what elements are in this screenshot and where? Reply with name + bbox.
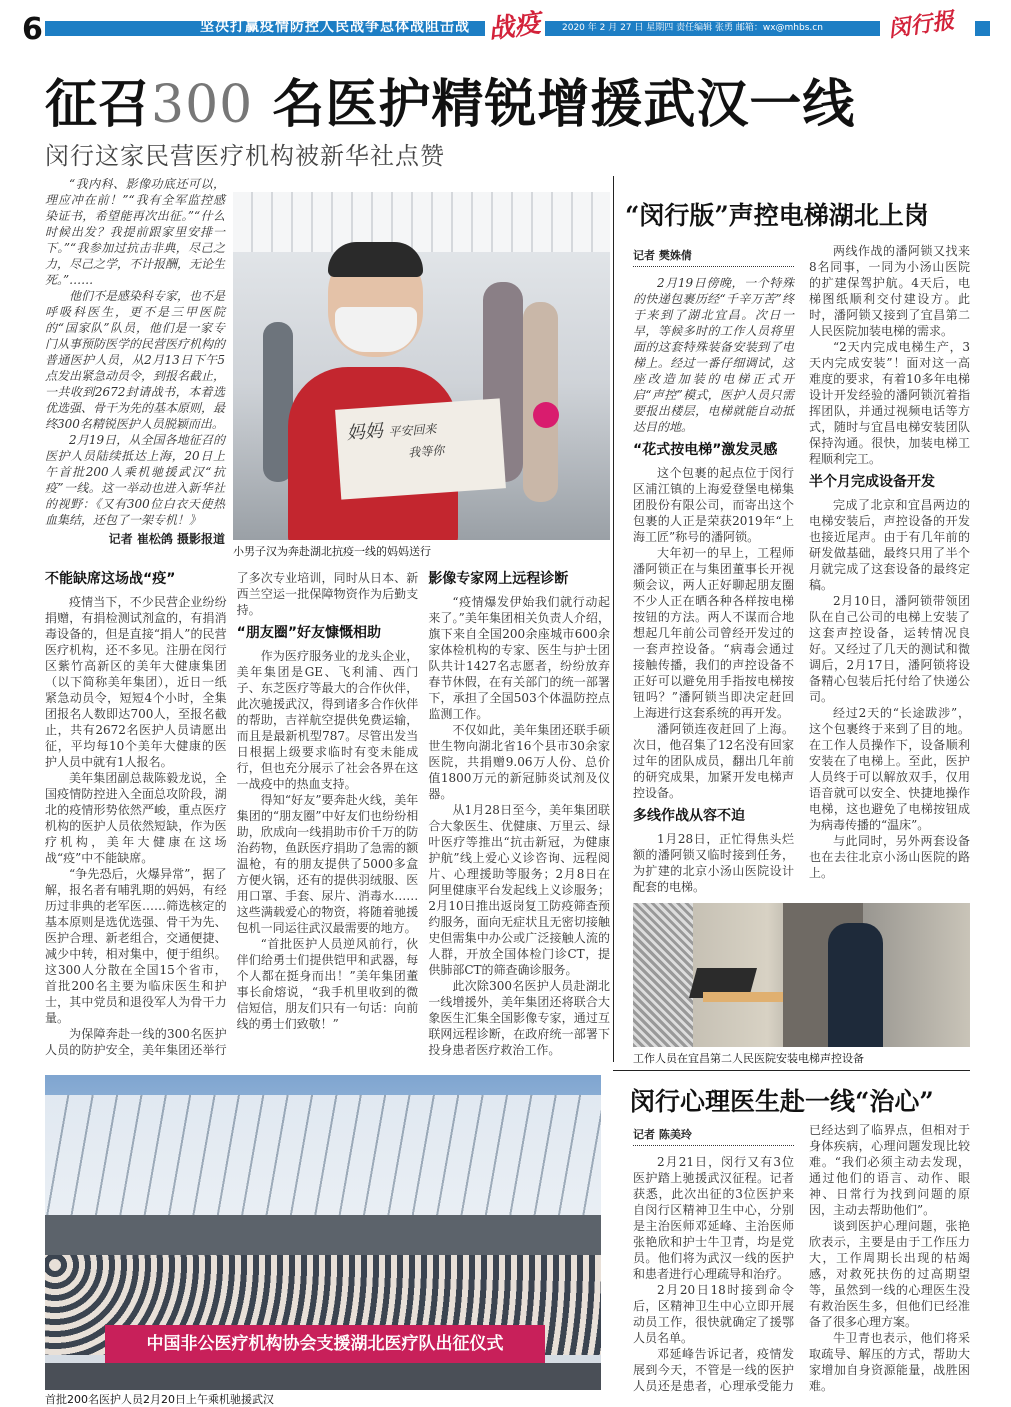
paragraph: “疫情爆发伊始我们就行动起来了。”美年集团相关负责人介绍，旗下来自全国200余座城市600余家体检机构的专家、医生与护士团队共计1427名志愿者，纷纷放弃春节休假，在有关部门的统一部署下，承担了全国503个体温防控点监测工作。 — [428, 595, 610, 721]
header-slogan: 坚决打赢疫情防控人民战争总体战阻击战 — [200, 19, 470, 35]
section-logo: 战疫 — [486, 8, 543, 46]
page-subtitle: 闵行这家民营医疗机构被新华社点赞 — [45, 142, 445, 170]
photo2-caption: 首批200名医护人员2月20日上午乘机驰援武汉 — [45, 1393, 274, 1406]
photo-banner: 中国非公医疗机构协会支援湖北医疗队出征仪式 — [105, 1325, 545, 1363]
paragraph: 2月21日，闵行又有3位医护踏上驰援武汉征程。记者获悉，此次出征的3位医护来自闵行区精神卫生中心，分别是主治医师邓延峰、主治医师张艳欣和护士牛卫青，均是党员。他们将为武汉一线的医护和患者进行心理疏导和治疗。 — [633, 1155, 794, 1281]
elevator-article — [633, 243, 970, 1066]
photo-boy-farewell — [233, 192, 610, 540]
paragraph: 1月28日，正忙得焦头烂额的潘阿锁又临时接到任务，为扩建的北京小汤山医院设计配套的电梯。 — [633, 832, 794, 894]
psych-article-title: 闵行心理医生赴一线“治心” — [630, 1087, 934, 1116]
paragraph: 得知“好友”要奔赴火线，美年集团的“朋友圈”中好友们也纷纷相助，欣成向一线捐助市价千万的防治药物，鱼跃医疗捐助了急需的额温枪，有的朋友提供了5000多盒方便火锅，还有的提供羽绒服、医用口罩、手套、尿片、消毒水……这些满载爱心的物资，将随着驰援包机一同运往武汉最需要的地方。 — [236, 793, 419, 935]
elevator-article-body — [633, 243, 970, 895]
paragraph: 从1月28日至今，美年集团联合大象医生、优健康、万里云、绿叶医疗等推出“抗击新冠，为健康护航”线上爱心义诊咨询、远程阅片、心理援助等服务；2月8日在阿里健康平台发起线上义诊服务；2月10日推出返岗复工防疫筛查预约服务，面向无症状且无密切接触史但需集中办公或广泛接触人流的人群，开放全国体检门诊CT，提供肺部CT的筛查确诊服务。 — [428, 803, 610, 977]
section-heading: 不能缺席这场战“疫” — [45, 571, 176, 587]
byline: 记者 陈美玲 — [633, 1126, 794, 1146]
section-heading: “朋友圈”好友慷慨相助 — [236, 625, 382, 641]
byline: 记者 崔松鸽 摄影报道 — [108, 532, 225, 546]
paragraph: 作为医疗服务业的龙头企业，美年集团是GE、飞利浦、西门子、东芝医疗等最大的合作伙伴，此次驰援武汉，得到诸多合作伙伴的帮助，吉祥航空提供免费运输，而且是最新机型787。尽管出发当日根据上级要求临时有变未能成行，但也充分展示了社会各界在这一战疫中的热血支持。 — [236, 649, 419, 791]
photo1-caption: 小男子汉为奔赴湖北抗疫一线的妈妈送行 — [233, 545, 431, 558]
paragraph: 邓延峰告诉记者，疫情发展到今天，不管是一线的医护人员还是患者，心理承受能力已经达到了临界点，但相对于身体疾病，心理问题发现比较难。“我们必须主动去发现，通过他们的语言、动作、眼神、日常行为找到问题的原因，主动去帮助他们”。 — [633, 1123, 970, 1393]
paragraph: 完成了北京和宜昌两边的电梯安装后，声控设备的开发也接近尾声。由于有几年前的研发做基础，最终只用了半个月就完成了这套设备的最终定稿。 — [809, 498, 970, 592]
photo-sign: 妈妈 平安回来 我等你 — [335, 398, 506, 499]
photo-group-departure — [45, 1075, 601, 1390]
paragraph: “2天内完成电梯生产，3天内完成安装”！面对这一高难度的要求，有着10多年电梯设计开发经验的潘阿锁沉着指挥团队，并通过视频电话等方式，随时与宜昌电梯安装团队保持沟通。很快，加装电梯工程顺利完工。 — [809, 340, 970, 466]
section-heading: 影像专家网上远程诊断 — [428, 571, 569, 587]
psych-article-body — [633, 1122, 970, 1394]
section-heading: 多线作战从容不迫 — [633, 808, 745, 824]
paragraph: 牛卫青也表示，他们将采取疏导、解压的方式，帮助大家增加自身资源能量，战胜困难。 — [809, 1331, 970, 1393]
paragraph: 这个包裹的起点位于闵行区浦江镇的上海爱登堡电梯集团股份有限公司，而寄出这个包裹的人正是荣获2019年“上海工匠”称号的潘阿锁。 — [633, 466, 794, 544]
intro-paragraph: 2月19日，从全国各地征召的医护人员陆续抵达上海，20日上午首批200人乘机驰援武汉“抗疫”一线。这一举动也进入新华社的视野：《又有300位白衣天使热血集结，还包了一架专机！》 — [45, 433, 225, 527]
paragraph: 两线作战的潘阿锁又找来8名同事，一同为小汤山医院的扩建保驾护航。4天后，电梯图纸顺利交付建设方。此时，潘阿锁又接到了宜昌第二人民医院加装电梯的需求。 — [809, 244, 970, 338]
photo-elevator-install — [633, 903, 970, 1047]
section-heading: “花式按电梯”激发灵感 — [633, 442, 778, 458]
paragraph: 疫情当下，不少民营企业纷纷捐赠，有捐检测试剂盒的，有捐消毒设备的，但是直接“捐人”的民营医疗机构，还不多见。注册在闵行区紫竹高新区的美年大健康集团（以下简称美年集团），近日一纸紧急动员令，短短4个小时，全集团报名人数即达700人，至报名截止，共有2672名医护人员请愿出征，平均每10个美年大健康的医护人员中就有1人报名。 — [45, 595, 227, 769]
elevator-photo-caption: 工作人员在宜昌第二人民医院安装电梯声控设备 — [633, 1052, 864, 1065]
paragraph: 谈到医护心理问题，张艳欣表示，主要是由于工作压力大，工作周期长出现的枯竭感，对救死扶伤的过高期望等，虽然到一线的心理医生没有救治医生多，但他们已经准备了很多心理方案。 — [809, 1219, 970, 1329]
elevator-article-title: “闵行版”声控电梯湖北上岗 — [625, 201, 929, 230]
header-info: 2020 年 2 月 27 日 星期四 责任编辑 张勇 邮箱：wx@mhbs.cn — [562, 23, 823, 33]
paragraph: “争先恐后，火爆异常”，据了解，报名者有哺乳期的妈妈，有经历过非典的老军医……筛选核定的基本原则是选优选强、骨干为先、医护合理、新老组合，交通便捷、减少中转，相对集中，便于组织。这300人分散在全国15个省市，首批200名主要为临床医生和护士，其中党员和退役军人为骨干力量。 — [45, 867, 227, 1025]
page-number: 6 — [22, 12, 43, 47]
header-band-end — [975, 21, 990, 36]
intro-text — [45, 176, 225, 547]
main-article-body — [45, 570, 610, 1058]
paragraph: “首批医护人员逆风前行，伙伴们给勇士们提供铠甲和武器，每个人都在挺身而出！”美年集团董事长俞熔说，“我手机里收到的微信短信，朋友们只有一句话：向前线的勇士们致敬！” — [236, 937, 419, 1031]
column-divider — [613, 176, 614, 1062]
page-title: 征召300 名医护精锐增援武汉一线 — [45, 75, 856, 135]
paragraph: 2月20日18时接到命令后，区精神卫生中心立即开展动员工作，很快就确定了援鄂人员名单。 — [633, 1283, 794, 1345]
article-divider — [613, 1070, 970, 1071]
intro-paragraph: “我内科、影像功底还可以，理应冲在前！”“我有全军监控感染证书，希望能再次出征。”“什么时候出发？我提前跟家里安排一下。”“我参加过抗击非典，尽己之力，尽己之学，不计报酬，无论生死。”…… — [45, 177, 226, 287]
paragraph: 此次除300名医护人员赴湖北一线增援外，美年集团还将联合大象医生汇集全国影像专家，通过互联网远程诊断，在政府统一部署下投身患者医疗救治工作。 — [428, 979, 610, 1057]
paper-logo: 闵行报 — [886, 7, 956, 43]
section-heading: 半个月完成设备开发 — [809, 474, 935, 490]
intro-paragraph: 他们不是感染科专家，也不是呼吸科医生，更不是三甲医院的“国家队”队员，他们是一家专门从事预防医学的民营医疗机构的普通医护人员，从2月13日下午5点发出紧急动员令，到报名截止，一共收到2672封请战书，本着选优选强、骨干为先的基本原则，最终300名精锐医护人员脱颖而出。 — [45, 289, 226, 431]
paragraph: 大年初一的早上，工程师潘阿锁正在与集团董事长开视频会议，两人正好聊起朋友圈不少人正在晒各种各样按电梯按钮的方法。两人不谋而合地想起几年前公司曾经开发过的一套声控设备。“病毒会通过接触传播，我们的声控设备不正好可以避免用手指按电梯按钮吗？”潘阿锁当即决定赶回上海进行这套系统的再开发。 — [633, 546, 794, 720]
byline: 记者 樊姝倩 — [633, 247, 794, 267]
paragraph: 美年集团副总裁陈毅龙说，全国疫情防控进入全面总攻阶段，湖北的疫情形势依然严峻，重点医疗机构的医护人员依然短缺，作为医疗机构，美年大健康在这场战“疫”中不能缺席。 — [45, 771, 227, 865]
paragraph: 为保障奔赴一线的300名医护人员的防护安全，美年集团还举行了多次专业培训，同时从日本、新西兰空运一批保障物资作为后勤支持。 — [45, 571, 419, 1057]
paragraph: 潘阿锁连夜赶回了上海。次日，他召集了12名没有回家过年的团队成员，翻出几年前的研究成果，加紧开发电梯声控设备。 — [633, 722, 794, 800]
lead-paragraph: 2月19日傍晚，一个特殊的快递包裹历经“千辛万苦”终于来到了湖北宜昌。次日一早，等候多时的工作人员将里面的这套特殊装备安装到了电梯上。经过一番仔细调试，这座改造加装的电梯正式开启“声控”模式，医护人员只需要报出楼层，电梯就能自动抵达目的地。 — [633, 276, 794, 434]
paragraph: 经过2天的“长途跋涉”，这个包裹终于来到了目的地。在工作人员操作下，设备顺利安装在了电梯上。至此，医护人员终于可以解放双手，仅用语音就可以安全、快捷地操作电梯，这也避免了电梯按钮成为病毒传播的“温床”。 — [809, 706, 970, 832]
paragraph: 与此同时，另外两套设备也在去往北京小汤山医院的路上。 — [809, 834, 970, 880]
paragraph: 2月10日，潘阿锁带领团队在自己公司的电梯上安装了这套声控设备，运转情况良好。又经过了几天的测试和微调后，2月17日，潘阿锁将设备精心包装后托付给了快递公司。 — [809, 594, 970, 704]
paragraph: 不仅如此，美年集团还联手硕世生物向湖北省16个县市30余家医院，共捐赠9.06万人份、总价值1800万元的新冠肺炎试剂及仪器。 — [428, 723, 610, 801]
